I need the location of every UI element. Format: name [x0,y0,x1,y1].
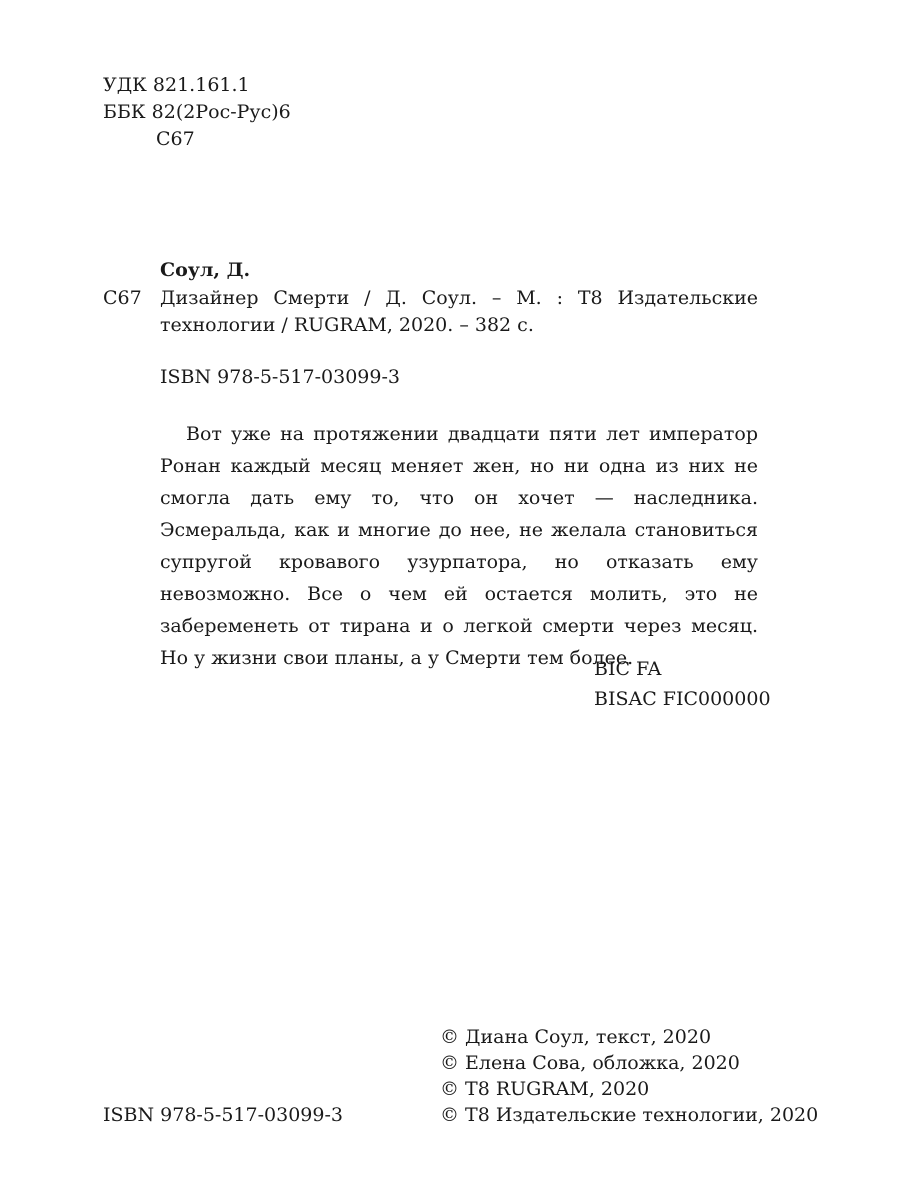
copyright-line: © Елена Сова, обложка, 2020 [440,1052,740,1074]
annotation-text: Вот уже на протяжении двадцати пяти лет император Ронан каждый месяц меняет жен, но ни одна из них не смогла дать ему то, что он хочет — наследника. Эсмеральда, как и многие до нее, не желала становиться супругой кровавого узурпатора, но отказать ему невозможно. Все о чем ей остается молить, это не забеременеть от тирана и о легкой смерти через месяц. Но у жизни свои планы, а у Смерти тем более. [160,423,758,669]
copyright-line: © T8 RUGRAM, 2020 [440,1078,650,1100]
record-author-mark: С67 [103,287,142,309]
bibliographic-description: Дизайнер Смерти / Д. Соул. – М. : T8 Издательские технологии / RUGRAM, 2020. – 382 с. [160,287,758,336]
copyright-block [440,1024,818,1128]
bbk-code: ББК 82(2Рос-Рус)6 [103,101,291,123]
author-mark: С67 [156,128,195,150]
record-isbn: ISBN 978-5-517-03099-3 [160,366,400,388]
classification-block [103,72,291,153]
subject-codes [594,656,771,716]
copyright-line: © T8 Издательские технологии, 2020 [440,1104,819,1126]
bic-code: BIC FA [594,658,662,680]
footer-isbn: ISBN 978-5-517-03099-3 [103,1104,343,1126]
copyright-line: © Диана Соул, текст, 2020 [440,1026,712,1048]
author-heading: Соул, Д. [160,259,251,281]
bisac-code: BISAC FIC000000 [594,688,771,710]
udk-code: УДК 821.161.1 [103,74,250,96]
